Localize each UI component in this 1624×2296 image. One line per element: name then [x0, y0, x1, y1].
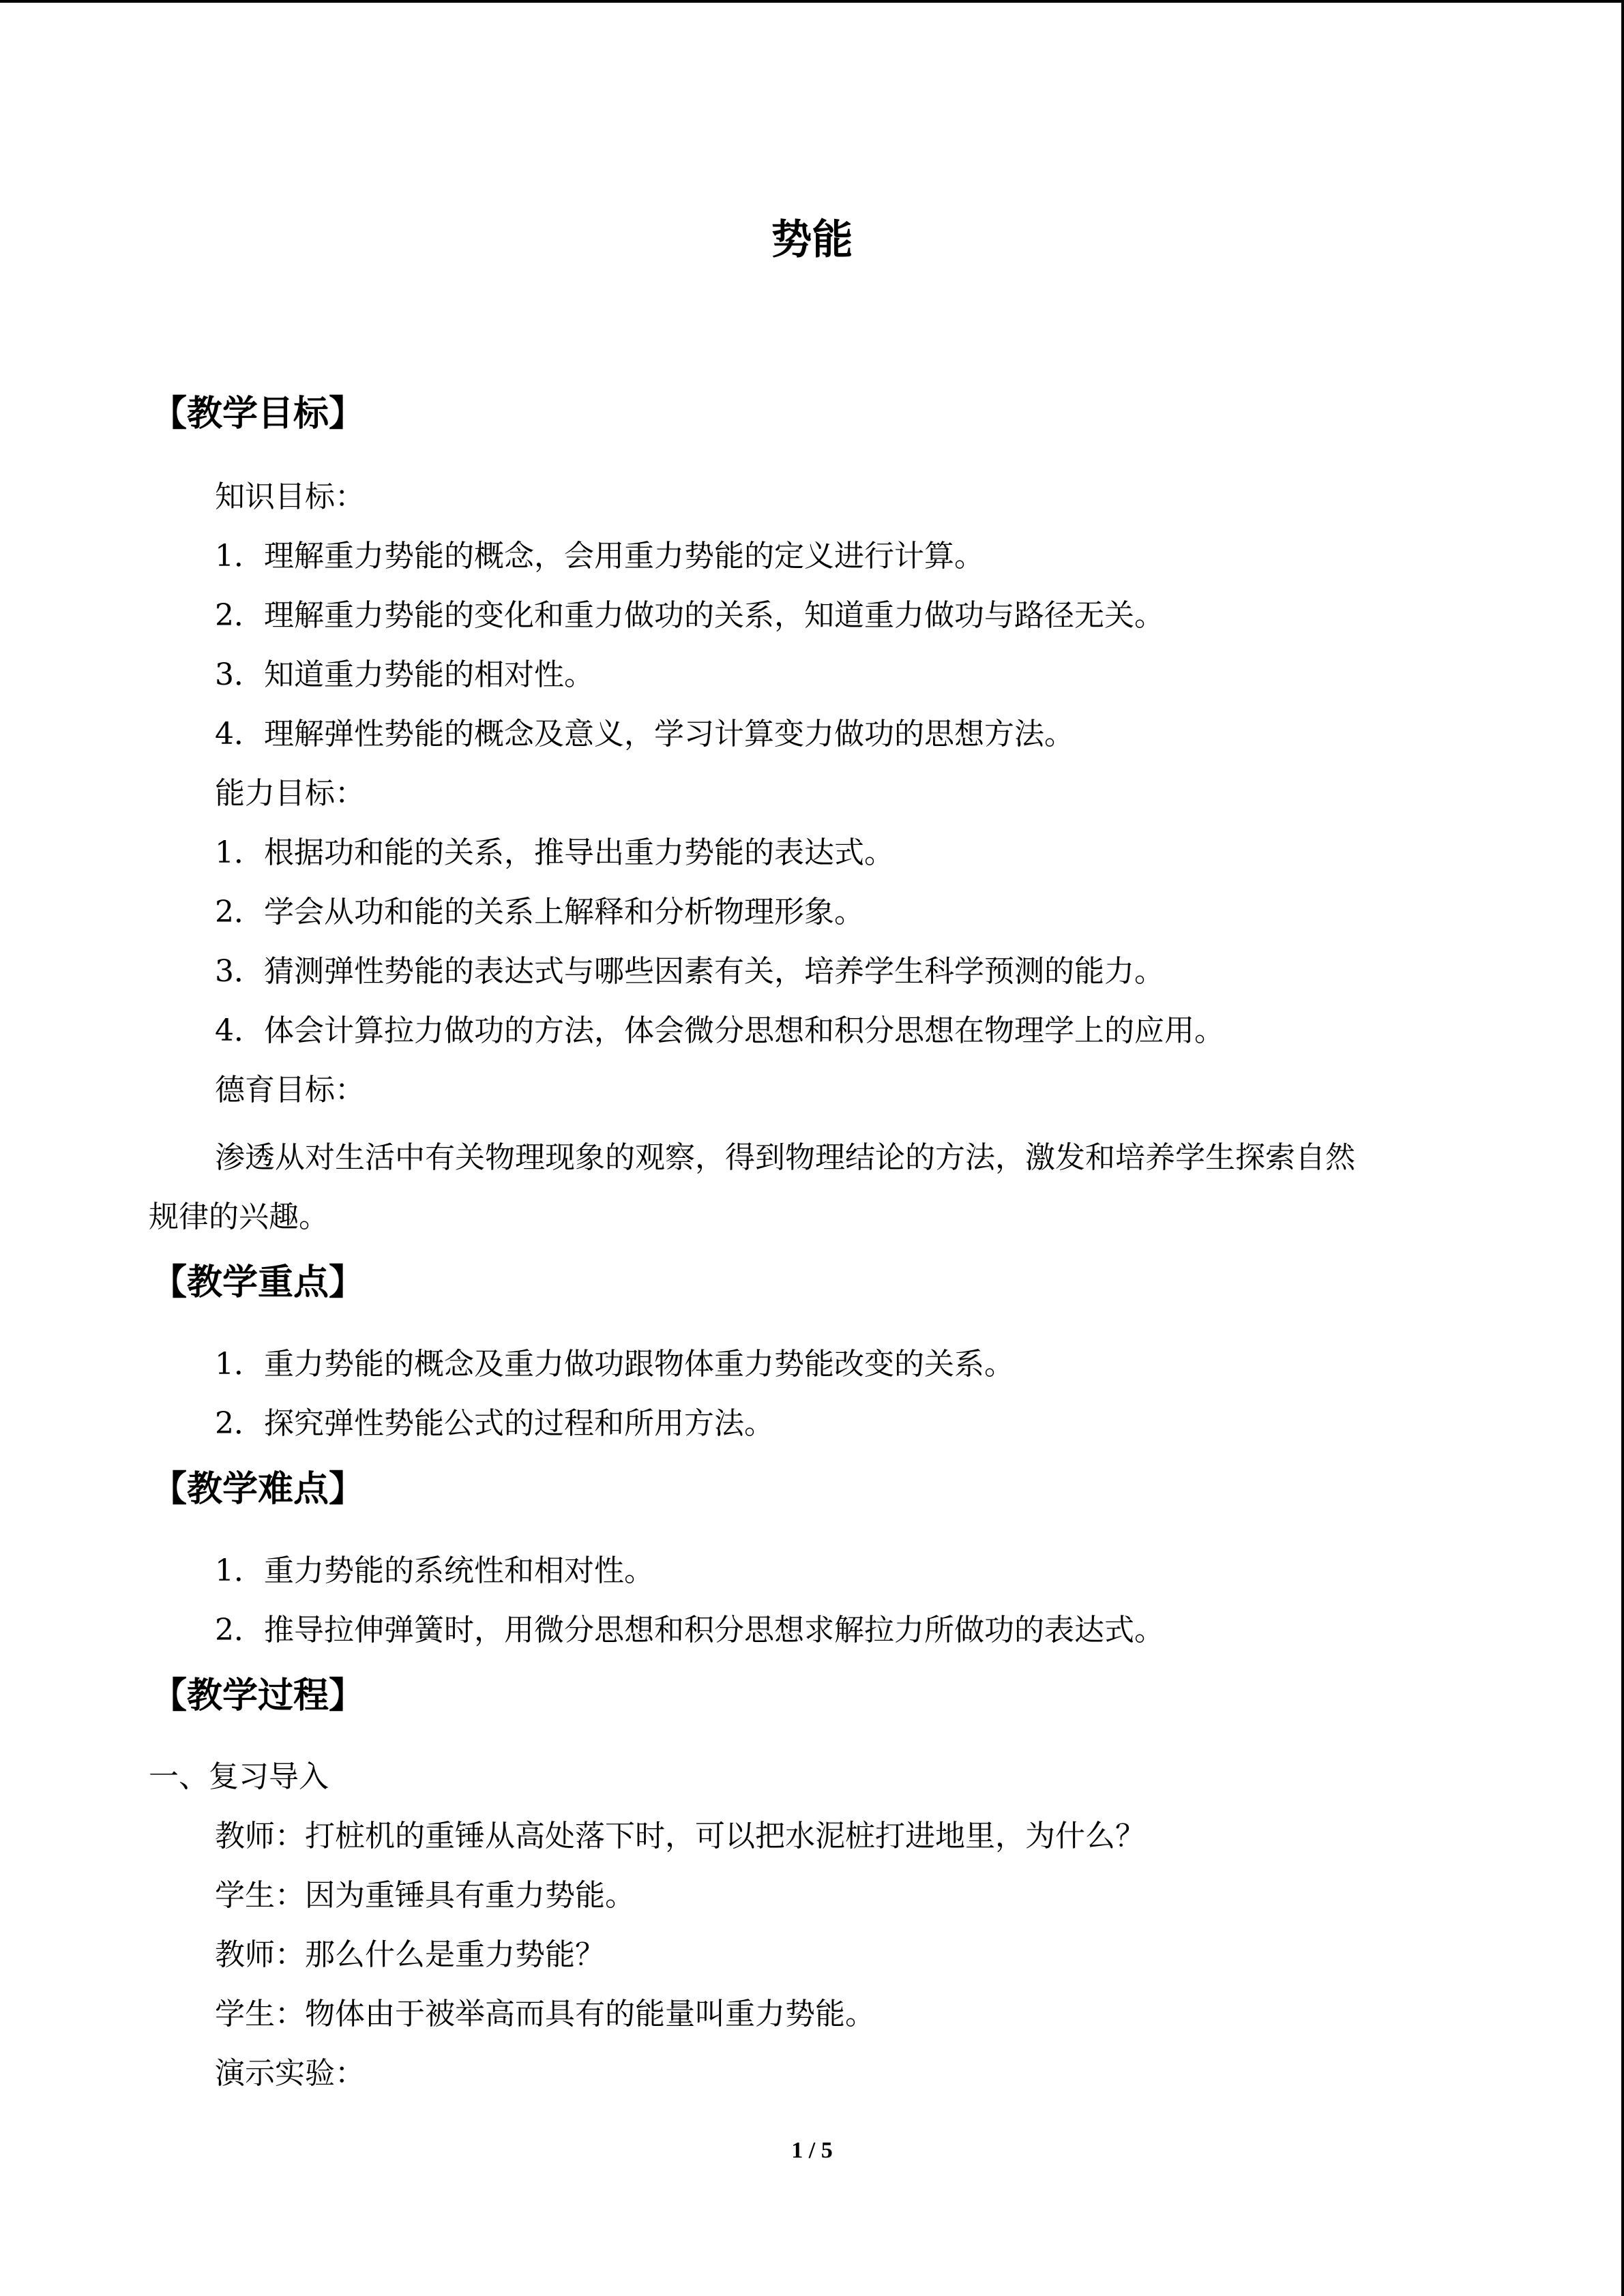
section-heading-process: 【教学过程】: [151, 1675, 365, 1716]
dialogue-line-1: 教师：打桩机的重锤从高处落下时，可以把水泥桩打进地里，为什么？: [215, 1819, 1145, 1853]
knowledge-item-4: 4．理解弹性势能的概念及意义，学习计算变力做功的思想方法。: [215, 717, 1074, 751]
knowledge-item-2: 2．理解重力势能的变化和重力做功的关系，知道重力做功与路径无关。: [215, 598, 1164, 633]
moral-objectives-label: 德育目标：: [215, 1073, 365, 1107]
dialogue-line-3: 教师：那么什么是重力势能？: [215, 1937, 605, 1972]
knowledge-item-1: 1．理解重力势能的概念，会用重力势能的定义进行计算。: [215, 539, 984, 573]
key-point-item-2: 2．探究弹性势能公式的过程和所用方法。: [215, 1406, 774, 1441]
knowledge-item-3: 3．知道重力势能的相对性。: [215, 657, 594, 692]
knowledge-objectives-label: 知识目标：: [215, 479, 365, 514]
dialogue-line-5: 演示实验：: [215, 2056, 365, 2091]
ability-objectives-label: 能力目标：: [215, 776, 365, 811]
section-heading-objectives: 【教学目标】: [151, 393, 365, 434]
moral-objectives-text-line-2: 规律的兴趣。: [149, 1199, 329, 1234]
dialogue-line-2: 学生：因为重锤具有重力势能。: [215, 1878, 635, 1913]
page-number: 1 / 5: [791, 2138, 833, 2163]
moral-objectives-text-line-1: 渗透从对生活中有关物理现象的观察，得到物理结论的方法，激发和培养学生探索自然: [215, 1140, 1355, 1175]
difficulty-item-1: 1．重力势能的系统性和相对性。: [215, 1553, 654, 1588]
dialogue-line-4: 学生：物体由于被举高而具有的能量叫重力势能。: [215, 1997, 875, 2031]
process-subheading-review: 一、复习导入: [149, 1759, 329, 1794]
ability-item-4: 4．体会计算拉力做功的方法，体会微分思想和积分思想在物理学上的应用。: [215, 1013, 1224, 1048]
section-heading-difficulties: 【教学难点】: [151, 1469, 365, 1510]
key-point-item-1: 1．重力势能的概念及重力做功跟物体重力势能改变的关系。: [215, 1347, 1014, 1382]
ability-item-2: 2．学会从功和能的关系上解释和分析物理形象。: [215, 895, 864, 929]
ability-item-3: 3．猜测弹性势能的表达式与哪些因素有关，培养学生科学预测的能力。: [215, 954, 1164, 989]
difficulty-item-2: 2．推导拉伸弹簧时，用微分思想和积分思想求解拉力所做功的表达式。: [215, 1613, 1164, 1648]
ability-item-1: 1．根据功和能的关系，推导出重力势能的表达式。: [215, 835, 894, 870]
document-title: 势能: [771, 216, 853, 264]
section-heading-key-points: 【教学重点】: [151, 1262, 365, 1303]
